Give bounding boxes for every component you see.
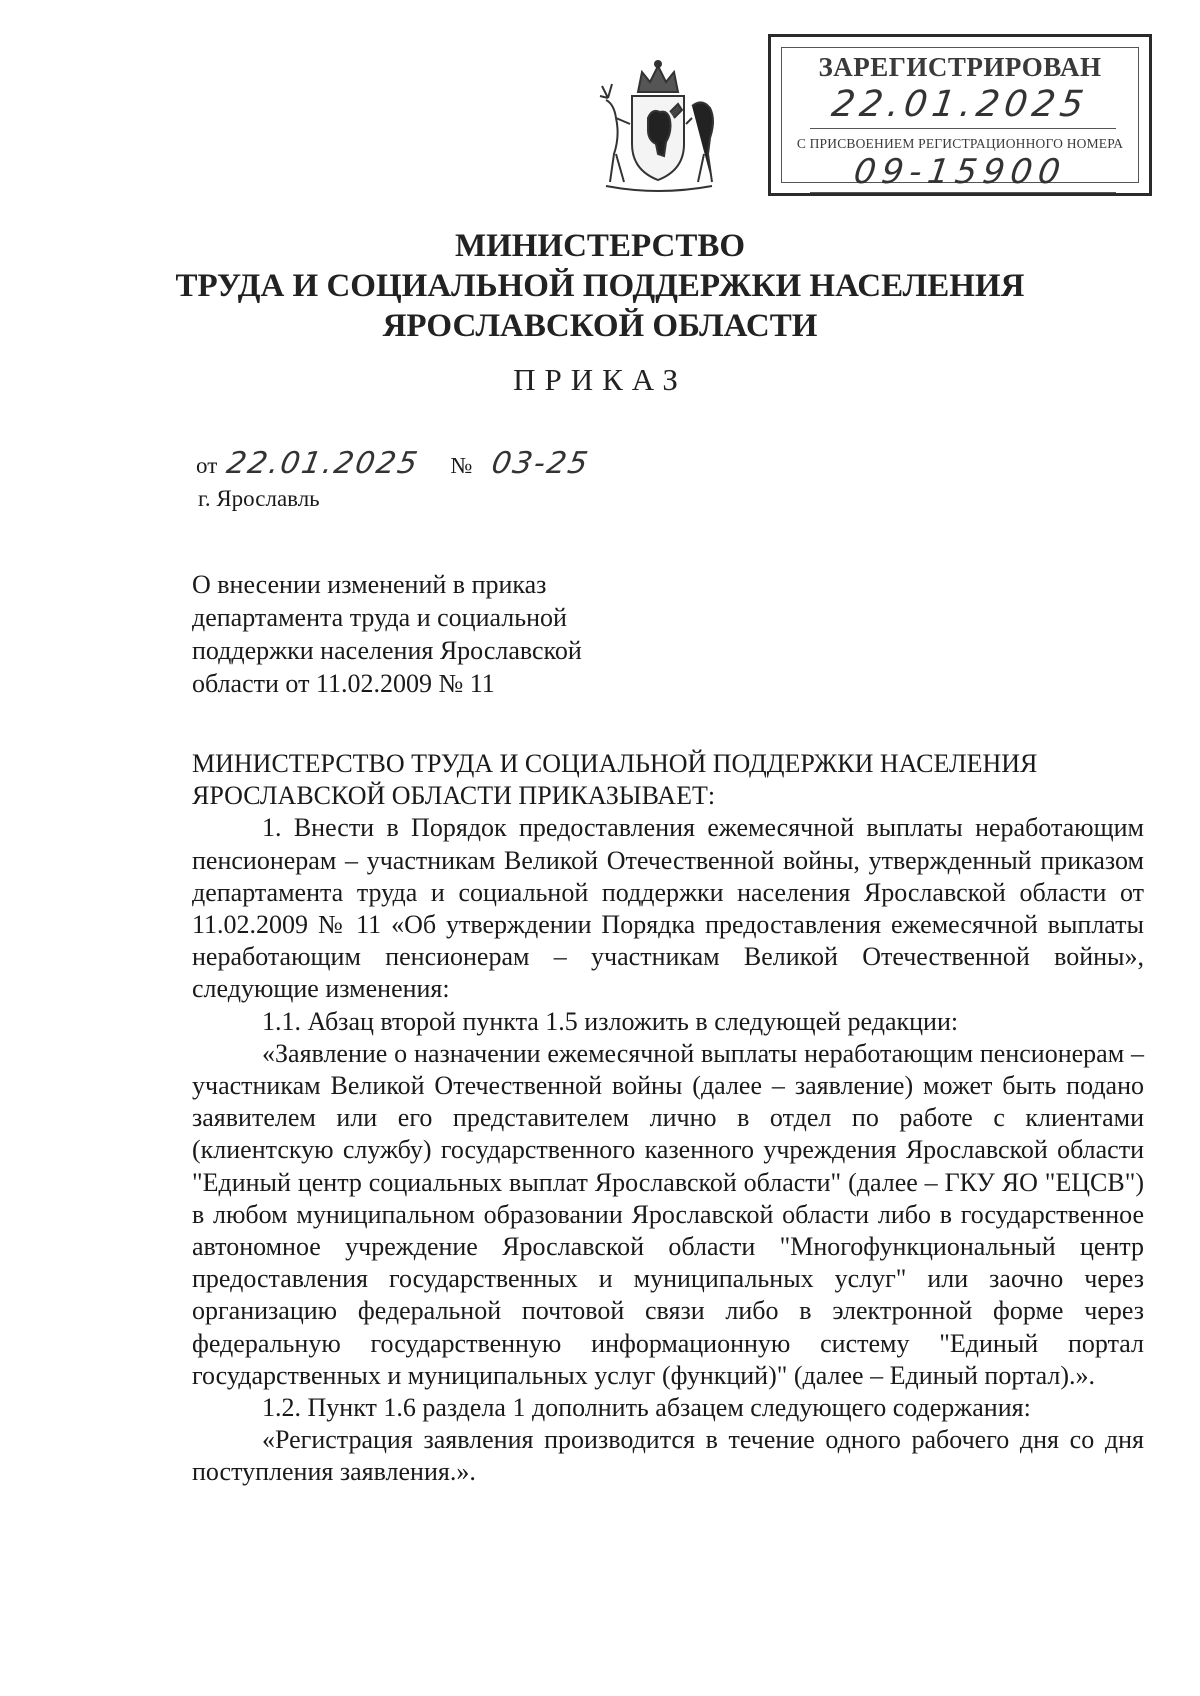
stamp-divider: [810, 192, 1116, 193]
date-number-row: [196, 446, 593, 481]
order-number: 03-25: [489, 446, 593, 481]
paragraph-1: 1. Внести в Порядок предоставления ежемесячной выплаты неработающим пенсионерам – участникам Великой Отечественной войны, утвержденный приказом департамента труда и социальной поддержки населения Ярославской области от 11.02.2009 № 11 «Об утверждении Порядка предоставления ежемесячной выплаты неработающим пенсионерам – участникам Великой Отечественной войны», следующие изменения:: [192, 813, 1144, 1004]
paragraph-1-1: 1.1. Абзац второй пункта 1.5 изложить в следующей редакции:: [262, 1006, 959, 1036]
coat-of-arms-icon: [592, 58, 724, 198]
subject-line: области от 11.02.2009 № 11: [192, 669, 495, 698]
order-body: [192, 748, 1144, 1489]
stamp-subtitle: С ПРИСВОЕНИЕМ РЕГИСТРАЦИОННОГО НОМЕРА: [796, 136, 1124, 151]
stamp-number: 09-15900: [851, 152, 1069, 192]
registration-stamp: [768, 34, 1152, 196]
city: г. Ярославль: [198, 486, 320, 511]
order-subject: [192, 568, 652, 700]
subject-line: поддержки населения Ярославской: [192, 636, 582, 665]
stamp-date: 22.01.2025: [829, 84, 1091, 125]
paragraph-quote-1: «Заявление о назначении ежемесячной выплаты неработающим пенсионерам – участникам Великой Отечественной войны (далее – заявление) может быть подано заявителем или его представителем лично в отдел по работе с клиентами (клиентскую службу) государственного казенного учреждения Ярославской области "Единый центр социальных выплат Ярославской области" (далее – ГКУ ЯО "ЕЦСВ") в любом муниципальном образовании Ярославской области либо в государственное автономное учреждение Ярославской области "Многофункциональный центр предоставления государственных и муниципальных услуг" или заочно через организацию федеральной почтовой связи либо в электронной форме через федеральную государственную информационную систему "Единый портал государственных и муниципальных услуг (функций)" (далее – Единый портал).».: [192, 1038, 1144, 1390]
stamp-divider: [810, 128, 1116, 129]
org-line: ТРУДА И СОЦИАЛЬНОЙ ПОДДЕРЖКИ НАСЕЛЕНИЯ: [175, 268, 1025, 304]
date-prefix: от: [196, 453, 218, 478]
subject-line: департамента труда и социальной: [192, 603, 567, 632]
subject-line: О внесении изменений в приказ: [192, 570, 547, 599]
organization-name: [0, 226, 1200, 346]
stamp-title: ЗАРЕГИСТРИРОВАН: [818, 52, 1102, 82]
org-line: МИНИСТЕРСТВО: [454, 228, 746, 264]
order-date: 22.01.2025: [223, 446, 422, 481]
number-prefix: №: [450, 453, 473, 478]
document-type: ПРИКАЗ: [513, 362, 687, 397]
preamble: МИНИСТЕРСТВО ТРУДА И СОЦИАЛЬНОЙ ПОДДЕРЖКИ НАСЕЛЕНИЯ ЯРОСЛАВСКОЙ ОБЛАСТИ ПРИКАЗЫВАЕТ:: [192, 749, 1038, 811]
paragraph-1-2: 1.2. Пункт 1.6 раздела 1 дополнить абзацем следующего содержания:: [262, 1393, 1031, 1423]
paragraph-quote-2: «Регистрация заявления производится в течение одного рабочего дня со дня поступления заявления.».: [192, 1425, 1144, 1487]
stamp-inner-frame: [781, 47, 1139, 192]
org-line: ЯРОСЛАВСКОЙ ОБЛАСТИ: [382, 308, 818, 344]
